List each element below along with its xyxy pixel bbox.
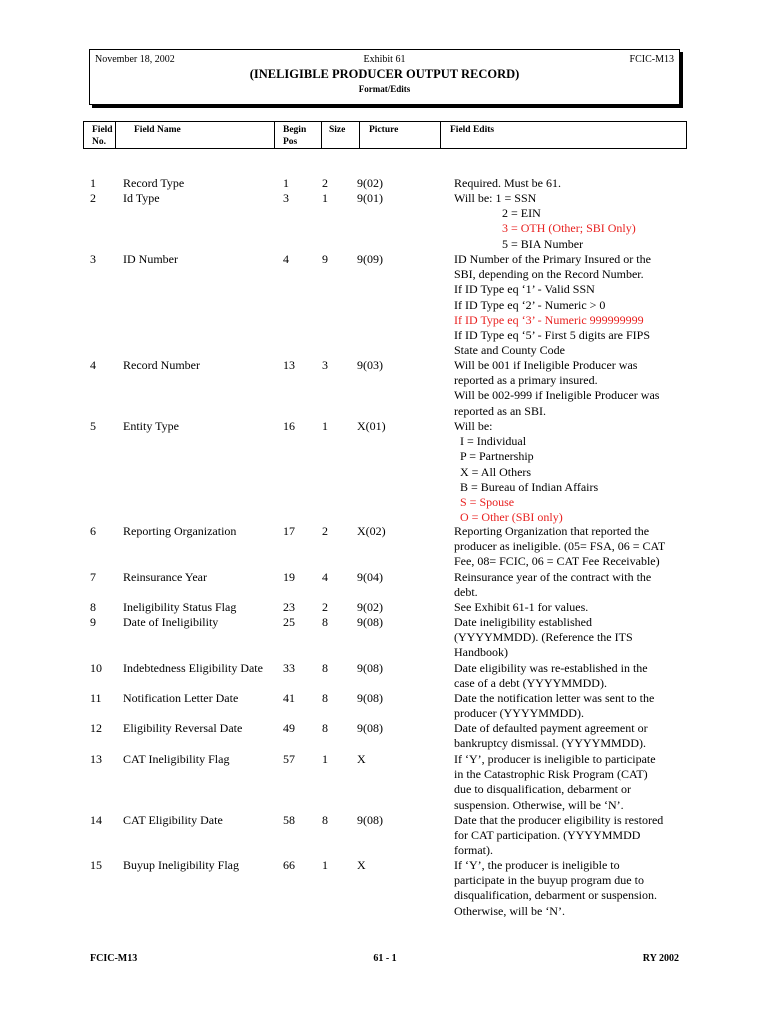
column-header-field-no: Field No.	[92, 125, 113, 147]
field-edit-line: 2 = EIN	[502, 206, 541, 221]
field-edit-line: If ID Type eq ‘5’ - First 5 digits are FIPS	[454, 328, 651, 342]
field-picture: 9(09)	[357, 252, 383, 266]
begin-position: 57	[283, 752, 295, 766]
field-edit-line: Date of defaulted payment agreement or	[454, 721, 648, 735]
field-picture: X	[357, 752, 366, 766]
field-number: 14	[90, 813, 102, 827]
field-picture: 9(08)	[357, 615, 383, 629]
field-number: 3	[90, 252, 96, 266]
begin-position: 66	[283, 858, 295, 872]
field-edit-line: (YYYYMMDD). (Reference the ITS	[454, 630, 633, 645]
field-edit-line: Will be:	[454, 419, 493, 433]
field-edit-line: State and County Code	[454, 343, 565, 358]
field-edit-line: reported as an SBI.	[454, 403, 546, 418]
field-name: CAT Eligibility Date	[123, 813, 223, 827]
column-divider	[321, 122, 322, 148]
field-edit-line: format).	[454, 843, 493, 858]
field-edit-line: If ID Type eq ‘3’ - Numeric 999999999	[454, 312, 644, 327]
begin-position: 58	[283, 813, 295, 827]
field-edit-line: producer (YYYYMMDD).	[454, 706, 584, 721]
field-edit-line: in the Catastrophic Risk Program (CAT)	[454, 767, 648, 782]
page-title: (INELIGIBLE PRODUCER OUTPUT RECORD)	[249, 67, 520, 81]
field-size: 8	[322, 813, 328, 827]
field-number: 8	[90, 600, 96, 614]
field-edit-line: See Exhibit 61-1 for values.	[454, 600, 589, 614]
field-edit-line: X = All Others	[460, 464, 532, 479]
field-name: CAT Ineligibility Flag	[123, 752, 230, 766]
field-edit-line: I = Individual	[460, 434, 527, 449]
field-size: 3	[322, 358, 328, 372]
begin-position: 25	[283, 615, 295, 629]
field-edit-line: 3 = OTH (Other; SBI Only)	[502, 221, 636, 236]
field-name: Indebtedness Eligibility Date	[123, 661, 263, 675]
field-picture: 9(02)	[357, 600, 383, 614]
header-doc-id: FCIC-M13	[629, 54, 674, 65]
field-size: 8	[322, 661, 328, 675]
field-name: Eligibility Reversal Date	[123, 721, 243, 735]
field-name: Entity Type	[123, 419, 179, 433]
field-edit-line: reported as a primary insured.	[454, 373, 598, 388]
field-edit-line: Required. Must be 61.	[454, 176, 561, 190]
footer-doc-id: FCIC-M13	[90, 953, 138, 964]
field-number: 9	[90, 615, 96, 629]
field-picture: 9(03)	[357, 358, 383, 372]
field-number: 6	[90, 524, 96, 538]
column-header-size: Size	[329, 125, 346, 135]
field-edit-line: bankruptcy dismissal. (YYYYMMDD).	[454, 736, 646, 751]
field-number: 2	[90, 191, 96, 205]
header-exhibit: Exhibit 61	[363, 54, 406, 65]
column-divider	[359, 122, 360, 148]
column-header-field-name: Field Name	[134, 125, 181, 135]
field-edit-line: ID Number of the Primary Insured or the	[454, 252, 651, 266]
field-picture: 9(08)	[357, 721, 383, 735]
field-edit-line: producer as ineligible. (05= FSA, 06 = CAT	[454, 539, 666, 554]
field-edit-line: due to disqualification, debarment or	[454, 782, 631, 797]
field-edit-line: SBI, depending on the Record Number.	[454, 267, 644, 282]
begin-position: 4	[283, 252, 289, 266]
field-edit-line: for CAT participation. (YYYYMMDD	[454, 828, 641, 843]
field-edit-line: Date that the producer eligibility is restored	[454, 813, 664, 827]
field-name: Record Number	[123, 358, 200, 372]
field-size: 8	[322, 691, 328, 705]
field-number: 1	[90, 176, 96, 190]
field-picture: 9(04)	[357, 570, 383, 584]
begin-position: 3	[283, 191, 289, 205]
field-edit-line: Fee, 08= FCIC, 06 = CAT Fee Receivable)	[454, 554, 660, 569]
field-size: 8	[322, 721, 328, 735]
field-picture: 9(02)	[357, 176, 383, 190]
field-name: Id Type	[123, 191, 160, 205]
field-edit-line: Will be 002-999 if Ineligible Producer was	[454, 388, 660, 403]
field-size: 4	[322, 570, 328, 584]
field-name: Reinsurance Year	[123, 570, 207, 584]
column-divider	[440, 122, 441, 148]
field-name: Record Type	[123, 176, 185, 190]
field-edit-line: If ‘Y’, producer is ineligible to participate	[454, 752, 656, 766]
field-edit-line: disqualification, debarment or suspension.	[454, 888, 657, 903]
begin-position: 33	[283, 661, 295, 675]
field-size: 9	[322, 252, 328, 266]
field-edit-line: Date the notification letter was sent to the	[454, 691, 655, 705]
column-header-row	[83, 121, 687, 149]
field-edit-line: S = Spouse	[460, 495, 515, 509]
field-name: Buyup Ineligibility Flag	[123, 858, 239, 872]
field-picture: 9(08)	[357, 661, 383, 675]
begin-position: 41	[283, 691, 295, 705]
page-subtitle: Format/Edits	[358, 84, 411, 94]
field-edit-line: If ID Type eq ‘2’ - Numeric > 0	[454, 297, 606, 312]
footer-year: RY 2002	[642, 953, 679, 964]
field-number: 12	[90, 721, 102, 735]
field-picture: 9(01)	[357, 191, 383, 205]
field-edit-line: participate in the buyup program due to	[454, 873, 644, 888]
field-size: 1	[322, 191, 328, 205]
field-name: Date of Ineligibility	[123, 615, 219, 629]
field-name: Reporting Organization	[123, 524, 237, 538]
field-edit-line: Reporting Organization that reported the	[454, 524, 650, 538]
begin-position: 19	[283, 570, 295, 584]
field-size: 1	[322, 752, 328, 766]
field-edit-line: P = Partnership	[460, 449, 534, 464]
begin-position: 1	[283, 176, 289, 190]
field-size: 1	[322, 858, 328, 872]
field-size: 1	[322, 419, 328, 433]
begin-position: 23	[283, 600, 295, 614]
field-name: ID Number	[123, 252, 178, 266]
column-header-begin-pos: Begin Pos	[283, 125, 307, 147]
begin-position: 17	[283, 524, 295, 538]
column-divider	[274, 122, 275, 148]
exhibit-header	[89, 49, 680, 105]
begin-position: 49	[283, 721, 295, 735]
field-size: 8	[322, 615, 328, 629]
field-number: 11	[90, 691, 102, 705]
field-edit-line: Date ineligibility established	[454, 615, 592, 629]
field-size: 2	[322, 176, 328, 190]
field-picture: 9(08)	[357, 813, 383, 827]
column-divider	[115, 122, 116, 148]
column-header-picture: Picture	[369, 125, 399, 135]
field-picture: X	[357, 858, 366, 872]
field-picture: X(01)	[357, 419, 386, 433]
field-size: 2	[322, 524, 328, 538]
field-edit-line: If ID Type eq ‘1’ - Valid SSN	[454, 282, 595, 297]
field-name: Ineligibility Status Flag	[123, 600, 237, 614]
field-edit-line: O = Other (SBI only)	[460, 510, 563, 525]
field-number: 5	[90, 419, 96, 433]
field-edit-line: 5 = BIA Number	[502, 236, 584, 251]
field-edit-line: Will be 001 if Ineligible Producer was	[454, 358, 638, 372]
field-number: 13	[90, 752, 102, 766]
field-picture: 9(08)	[357, 691, 383, 705]
field-picture: X(02)	[357, 524, 386, 538]
field-edit-line: debt.	[454, 585, 478, 600]
field-edit-line: Date eligibility was re-established in the	[454, 661, 648, 675]
field-edit-line: Will be: 1 = SSN	[454, 191, 537, 205]
column-header-field-edits: Field Edits	[450, 125, 495, 135]
field-edit-line: Reinsurance year of the contract with the	[454, 570, 652, 584]
field-name: Notification Letter Date	[123, 691, 239, 705]
field-number: 4	[90, 358, 96, 372]
field-number: 10	[90, 661, 102, 675]
field-number: 7	[90, 570, 96, 584]
field-edit-line: Handbook)	[454, 645, 508, 660]
field-edit-line: suspension. Otherwise, will be ‘N’.	[454, 797, 624, 812]
page-number: 61 - 1	[373, 953, 397, 964]
begin-position: 13	[283, 358, 295, 372]
field-edit-line: case of a debt (YYYYMMDD).	[454, 676, 607, 691]
header-date: November 18, 2002	[95, 54, 175, 65]
field-edit-line: If ‘Y’, the producer is ineligible to	[454, 858, 620, 872]
field-edit-line: B = Bureau of Indian Affairs	[460, 479, 599, 494]
begin-position: 16	[283, 419, 295, 433]
field-size: 2	[322, 600, 328, 614]
field-number: 15	[90, 858, 102, 872]
field-edit-line: Otherwise, will be ‘N’.	[454, 903, 565, 918]
